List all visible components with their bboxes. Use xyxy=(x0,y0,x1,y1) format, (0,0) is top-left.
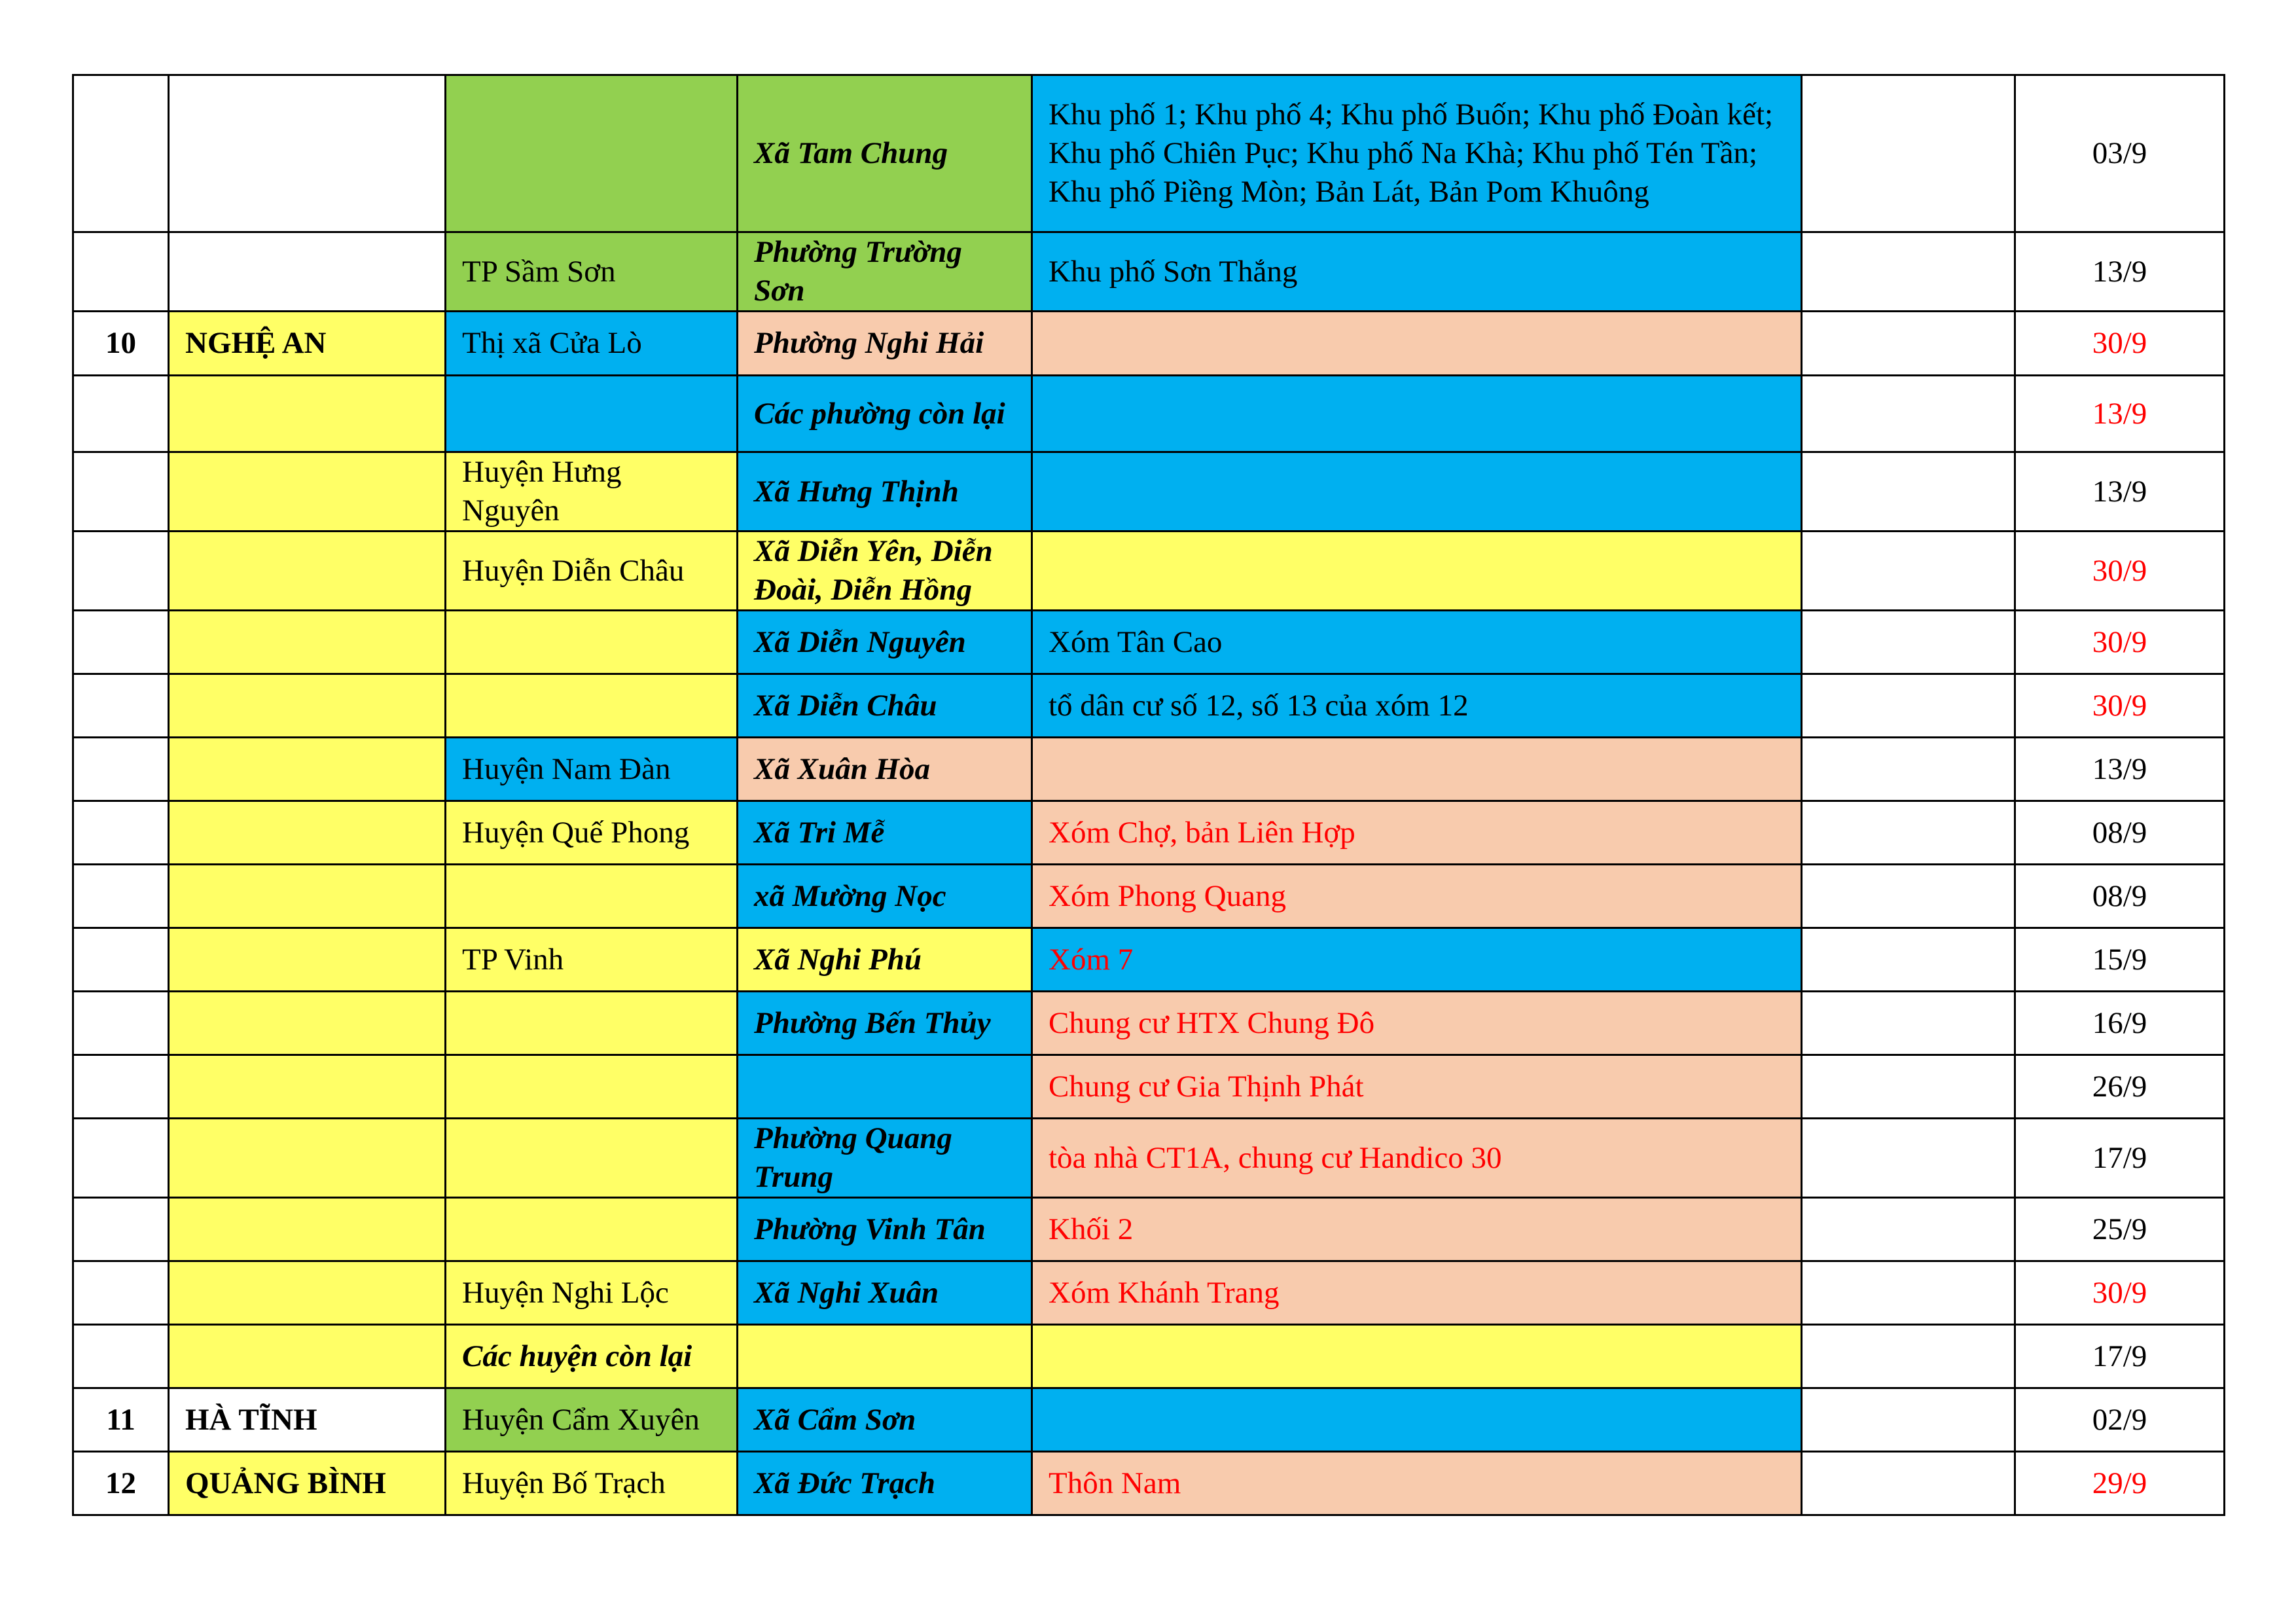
stt-cell xyxy=(73,532,169,611)
area-cell: Khu phố Sơn Thắng xyxy=(1032,232,1802,312)
province-cell xyxy=(169,1261,446,1325)
province-cell xyxy=(169,801,446,865)
note-cell xyxy=(1802,928,2015,992)
table-row xyxy=(73,801,2225,865)
table-row xyxy=(73,232,2225,312)
date-cell: 30/9 xyxy=(2015,1261,2225,1325)
province-cell xyxy=(169,1325,446,1388)
ward-cell: Phường Bến Thủy xyxy=(738,992,1032,1055)
area-cell: Xóm Phong Quang xyxy=(1032,865,1802,928)
ward-cell: Xã Nghi Phú xyxy=(738,928,1032,992)
district-cell: Các huyện còn lại xyxy=(446,1325,738,1388)
province-cell: NGHỆ AN xyxy=(169,312,446,376)
district-cell: TP Sầm Sơn xyxy=(446,232,738,312)
area-cell: Thôn Nam xyxy=(1032,1452,1802,1515)
ward-cell: Xã Tam Chung xyxy=(738,75,1032,232)
district-cell: Huyện Nam Đàn xyxy=(446,738,738,801)
table-row xyxy=(73,452,2225,532)
table-row xyxy=(73,1325,2225,1388)
ward-cell: Phường Quang Trung xyxy=(738,1119,1032,1198)
table-row xyxy=(73,312,2225,376)
ward-cell: Xã Tri Mễ xyxy=(738,801,1032,865)
area-cell: tổ dân cư số 12, số 13 của xóm 12 xyxy=(1032,674,1802,738)
date-cell: 13/9 xyxy=(2015,376,2225,452)
province-cell xyxy=(169,1198,446,1261)
area-cell xyxy=(1032,376,1802,452)
district-cell: Huyện Diễn Châu xyxy=(446,532,738,611)
area-cell xyxy=(1032,532,1802,611)
area-cell: Xóm 7 xyxy=(1032,928,1802,992)
district-cell: Huyện Quế Phong xyxy=(446,801,738,865)
date-cell: 08/9 xyxy=(2015,801,2225,865)
note-cell xyxy=(1802,452,2015,532)
note-cell xyxy=(1802,312,2015,376)
outbreak-areas-table xyxy=(72,74,2225,1516)
stt-cell xyxy=(73,452,169,532)
area-cell: Khu phố 1; Khu phố 4; Khu phố Buốn; Khu phố Đoàn kết; Khu phố Chiên Pục; Khu phố Na Khà; Khu phố Tén Tần; Khu phố Piềng Mòn; Bản Lát, Bản Pom Khuông xyxy=(1032,75,1802,232)
note-cell xyxy=(1802,376,2015,452)
province-cell xyxy=(169,1119,446,1198)
note-cell xyxy=(1802,1452,2015,1515)
stt-cell xyxy=(73,1198,169,1261)
date-cell: 15/9 xyxy=(2015,928,2225,992)
ward-cell: Xã Đức Trạch xyxy=(738,1452,1032,1515)
ward-cell: Các phường còn lại xyxy=(738,376,1032,452)
stt-cell: 12 xyxy=(73,1452,169,1515)
ward-cell: Xã Cẩm Sơn xyxy=(738,1388,1032,1452)
note-cell xyxy=(1802,1055,2015,1119)
province-cell xyxy=(169,452,446,532)
table-row xyxy=(73,992,2225,1055)
ward-cell: Phường Vinh Tân xyxy=(738,1198,1032,1261)
note-cell xyxy=(1802,611,2015,674)
province-cell xyxy=(169,532,446,611)
province-cell xyxy=(169,232,446,312)
note-cell xyxy=(1802,75,2015,232)
district-cell xyxy=(446,1055,738,1119)
date-cell: 08/9 xyxy=(2015,865,2225,928)
stt-cell xyxy=(73,1261,169,1325)
ward-cell: Xã Diễn Yên, Diễn Đoài, Diễn Hồng xyxy=(738,532,1032,611)
note-cell xyxy=(1802,738,2015,801)
province-cell: HÀ TĨNH xyxy=(169,1388,446,1452)
district-cell xyxy=(446,75,738,232)
ward-cell: Phường Nghi Hải xyxy=(738,312,1032,376)
note-cell xyxy=(1802,232,2015,312)
table-row xyxy=(73,75,2225,232)
province-cell xyxy=(169,928,446,992)
stt-cell xyxy=(73,376,169,452)
table-row xyxy=(73,738,2225,801)
stt-cell xyxy=(73,928,169,992)
stt-cell xyxy=(73,674,169,738)
stt-cell xyxy=(73,232,169,312)
district-cell xyxy=(446,674,738,738)
area-cell: Xóm Tân Cao xyxy=(1032,611,1802,674)
date-cell: 02/9 xyxy=(2015,1388,2225,1452)
ward-cell: xã Mường Nọc xyxy=(738,865,1032,928)
date-cell: 26/9 xyxy=(2015,1055,2225,1119)
district-cell xyxy=(446,992,738,1055)
province-cell xyxy=(169,1055,446,1119)
area-cell: tòa nhà CT1A, chung cư Handico 30 xyxy=(1032,1119,1802,1198)
table-row xyxy=(73,1452,2225,1515)
date-cell: 29/9 xyxy=(2015,1452,2225,1515)
area-cell xyxy=(1032,312,1802,376)
stt-cell xyxy=(73,865,169,928)
note-cell xyxy=(1802,1325,2015,1388)
table-row xyxy=(73,674,2225,738)
ward-cell: Xã Hưng Thịnh xyxy=(738,452,1032,532)
date-cell: 30/9 xyxy=(2015,674,2225,738)
district-cell: Huyện Hưng Nguyên xyxy=(446,452,738,532)
district-cell xyxy=(446,611,738,674)
area-cell xyxy=(1032,1388,1802,1452)
date-cell: 16/9 xyxy=(2015,992,2225,1055)
table-row xyxy=(73,1261,2225,1325)
table-row xyxy=(73,928,2225,992)
note-cell xyxy=(1802,1388,2015,1452)
province-cell xyxy=(169,376,446,452)
district-cell xyxy=(446,1198,738,1261)
stt-cell: 10 xyxy=(73,312,169,376)
stt-cell xyxy=(73,75,169,232)
note-cell xyxy=(1802,865,2015,928)
area-cell: Xóm Khánh Trang xyxy=(1032,1261,1802,1325)
note-cell xyxy=(1802,1119,2015,1198)
province-cell xyxy=(169,992,446,1055)
ward-cell: Xã Diễn Châu xyxy=(738,674,1032,738)
table-row xyxy=(73,1119,2225,1198)
area-cell: Chung cư HTX Chung Đô xyxy=(1032,992,1802,1055)
note-cell xyxy=(1802,532,2015,611)
ward-cell xyxy=(738,1055,1032,1119)
area-cell xyxy=(1032,738,1802,801)
district-cell: TP Vinh xyxy=(446,928,738,992)
table-row xyxy=(73,1198,2225,1261)
stt-cell xyxy=(73,1055,169,1119)
date-cell: 03/9 xyxy=(2015,75,2225,232)
table-row xyxy=(73,1055,2225,1119)
district-cell xyxy=(446,376,738,452)
area-cell: Chung cư Gia Thịnh Phát xyxy=(1032,1055,1802,1119)
ward-cell: Phường Trường Sơn xyxy=(738,232,1032,312)
date-cell: 13/9 xyxy=(2015,232,2225,312)
table-row xyxy=(73,865,2225,928)
date-cell: 30/9 xyxy=(2015,611,2225,674)
ward-cell: Xã Nghi Xuân xyxy=(738,1261,1032,1325)
stt-cell xyxy=(73,738,169,801)
stt-cell: 11 xyxy=(73,1388,169,1452)
province-cell xyxy=(169,738,446,801)
district-cell: Huyện Cẩm Xuyên xyxy=(446,1388,738,1452)
district-cell xyxy=(446,865,738,928)
province-cell xyxy=(169,865,446,928)
area-cell xyxy=(1032,1325,1802,1388)
table-row xyxy=(73,532,2225,611)
date-cell: 17/9 xyxy=(2015,1325,2225,1388)
note-cell xyxy=(1802,1198,2015,1261)
table-row xyxy=(73,611,2225,674)
ward-cell: Xã Xuân Hòa xyxy=(738,738,1032,801)
stt-cell xyxy=(73,801,169,865)
date-cell: 30/9 xyxy=(2015,532,2225,611)
date-cell: 13/9 xyxy=(2015,452,2225,532)
stt-cell xyxy=(73,1119,169,1198)
note-cell xyxy=(1802,801,2015,865)
province-cell: QUẢNG BÌNH xyxy=(169,1452,446,1515)
stt-cell xyxy=(73,611,169,674)
stt-cell xyxy=(73,1325,169,1388)
province-cell xyxy=(169,674,446,738)
ward-cell xyxy=(738,1325,1032,1388)
date-cell: 17/9 xyxy=(2015,1119,2225,1198)
district-cell: Thị xã Cửa Lò xyxy=(446,312,738,376)
district-cell: Huyện Bố Trạch xyxy=(446,1452,738,1515)
area-cell xyxy=(1032,452,1802,532)
district-cell xyxy=(446,1119,738,1198)
document-page xyxy=(72,74,2223,1516)
date-cell: 25/9 xyxy=(2015,1198,2225,1261)
area-cell: Khối 2 xyxy=(1032,1198,1802,1261)
table-row xyxy=(73,1388,2225,1452)
note-cell xyxy=(1802,674,2015,738)
date-cell: 13/9 xyxy=(2015,738,2225,801)
note-cell xyxy=(1802,992,2015,1055)
note-cell xyxy=(1802,1261,2015,1325)
table-row xyxy=(73,376,2225,452)
province-cell xyxy=(169,75,446,232)
ward-cell: Xã Diễn Nguyên xyxy=(738,611,1032,674)
district-cell: Huyện Nghi Lộc xyxy=(446,1261,738,1325)
province-cell xyxy=(169,611,446,674)
stt-cell xyxy=(73,992,169,1055)
date-cell: 30/9 xyxy=(2015,312,2225,376)
area-cell: Xóm Chợ, bản Liên Hợp xyxy=(1032,801,1802,865)
